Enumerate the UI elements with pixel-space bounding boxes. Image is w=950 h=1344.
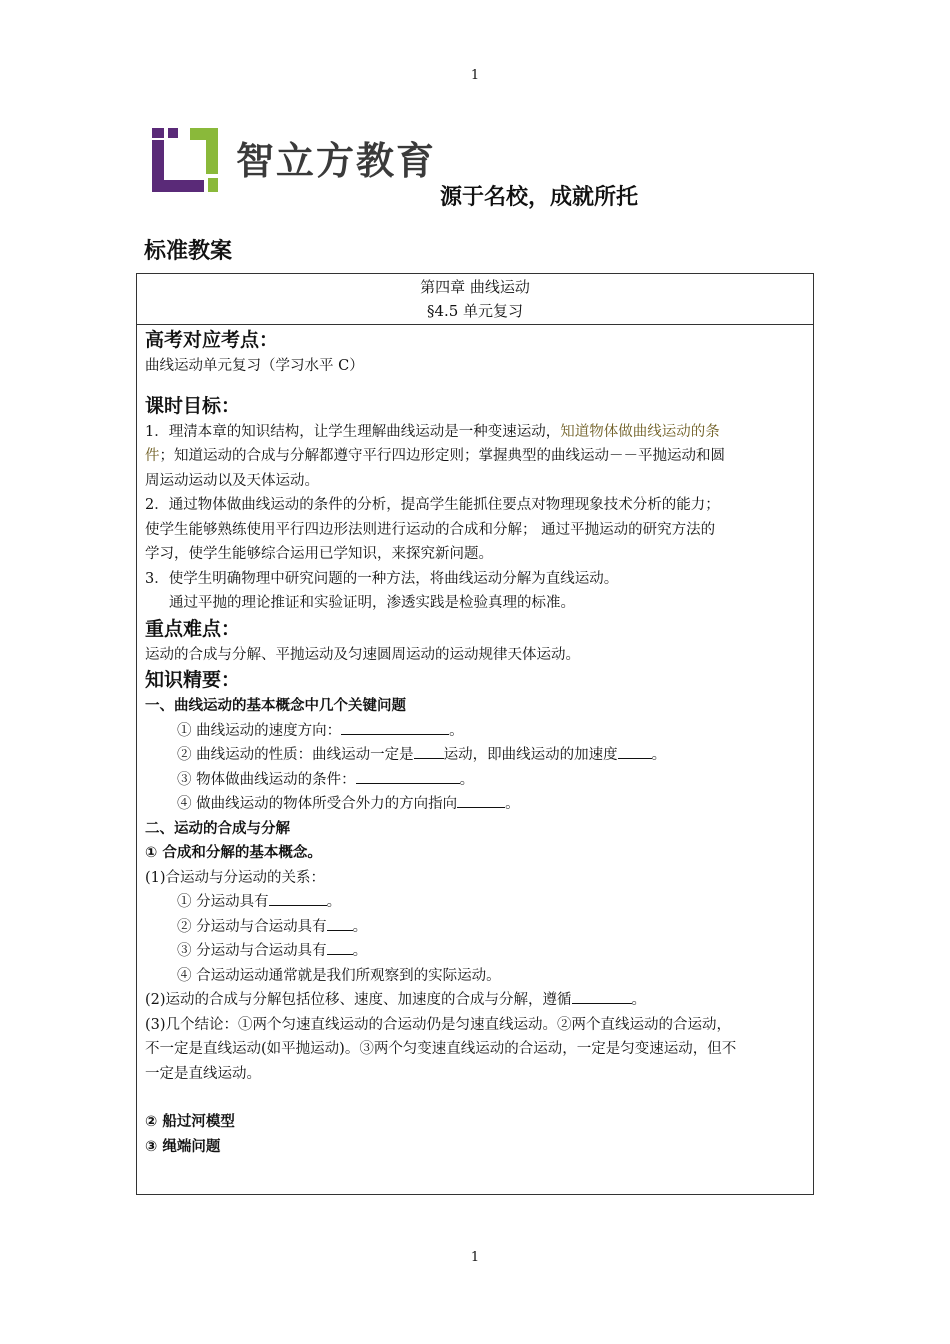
key-points-text: 运动的合成与分解、平抛运动及匀速圆周运动的运动规律天体运动。 — [145, 646, 580, 663]
plan-title: 标准教案 — [144, 239, 233, 264]
fill-blank — [356, 768, 460, 784]
page-number-bottom: 1 — [470, 1250, 480, 1265]
fill-blank — [269, 890, 327, 906]
objective-item-3: 3．使学生明确物理中研究问题的一种方法，将曲线运动分解为直线运动。 — [145, 570, 619, 587]
paragraph-3: (3)几个结论：①两个匀速直线运动的合运动仍是匀速直线运动。②两个直线运动的合运动， — [145, 1016, 732, 1033]
objective-item-2: 2．通过物体做曲线运动的条件的分析，提高学生能抓住要点对物理现象技术分析的能力； — [145, 497, 720, 513]
part1-item-4: ④ 做曲线运动的物体所受合外力的方向指向 。 — [145, 792, 806, 817]
exam-points-heading: 高考对应考点： — [145, 329, 279, 351]
part1-item-2: ② 曲线运动的性质：曲线运动一定是 运动，即曲线运动的加速度 。 — [145, 743, 806, 768]
slogan: 源于名校，成就所托 — [440, 185, 639, 210]
section-title: §4.5 单元复习 — [426, 302, 524, 320]
part1-title: 一、曲线运动的基本概念中几个关键问题 — [145, 698, 406, 714]
lesson-content — [137, 325, 813, 1159]
relation-item-4: ④ 合运动运动通常就是我们所观察到的实际运动。 — [177, 967, 501, 984]
paragraph-3-end: 一定是直线运动。 — [145, 1065, 261, 1082]
chapter-title: 第四章 曲线运动 — [420, 278, 530, 296]
fill-blank — [327, 915, 353, 931]
fill-blank — [414, 743, 444, 759]
fill-blank — [618, 743, 652, 759]
objective-item-1: 1．理清本章的知识结构，让学生理解曲线运动是一种变速运动，知道物体做曲线运动的条 — [145, 423, 720, 440]
relation-item-2: ② 分运动与合运动具有 。 — [145, 915, 806, 940]
relation-item-1: ① 分运动具有 。 — [145, 890, 806, 915]
paragraph-2: (2)运动的合成与分解包括位移、速度、加速度的合成与分解，遵循 。 — [145, 988, 806, 1013]
lesson-header — [137, 274, 813, 325]
objective-item-2-cont: 使学生能够熟练使用平行四边形法则进行运动的合成和分解； 通过平抛运动的研究方法的 — [145, 521, 716, 538]
fill-blank — [572, 988, 632, 1004]
relation-heading: (1)合运动与分运动的关系： — [145, 869, 326, 886]
exam-points-text: 曲线运动单元复习（学习水平 C） — [145, 358, 364, 374]
part2-sub-1: ① 合成和分解的基本概念。 — [145, 845, 322, 861]
objective-item-2-end: 学习，使学生能够综合运用已学知识，来探究新问题。 — [145, 546, 493, 562]
page-number-top: 1 — [470, 68, 480, 83]
part2-sub-2: ② 船过河模型 — [145, 1114, 235, 1130]
fill-blank — [327, 939, 353, 955]
objective-item-3-extra: 通过平抛的理论推证和实验证明，渗透实践是检验真理的标准。 — [169, 595, 575, 611]
part2-sub-3: ③ 绳端问题 — [145, 1138, 221, 1155]
fill-blank — [341, 719, 449, 735]
logo-icon — [148, 126, 220, 202]
part1-item-1: ① 曲线运动的速度方向： 。 — [145, 719, 806, 744]
objective-item-1-end: 周运动运动以及天体运动。 — [145, 472, 319, 489]
paragraph-3-cont: 不一定是直线运动(如平抛运动)。③两个匀变速直线运动的合运动，一定是匀变速运动，但不 — [145, 1041, 737, 1057]
relation-item-3: ③ 分运动与合运动具有 。 — [145, 939, 806, 964]
lesson-table — [136, 273, 814, 1195]
fill-blank — [457, 792, 505, 808]
objectives-heading: 课时目标： — [145, 394, 241, 417]
brand-name: 智立方教育 — [236, 139, 437, 183]
key-points-heading: 重点难点： — [145, 617, 241, 640]
knowledge-heading: 知识精要： — [145, 669, 241, 691]
part2-title: 二、运动的合成与分解 — [145, 820, 290, 837]
objective-item-1-cont: 件；知道运动的合成与分解都遵守平行四边形定则；掌握典型的曲线运动－－平抛运动和圆 — [145, 448, 725, 464]
part1-item-3: ③ 物体做曲线运动的条件： 。 — [145, 768, 806, 793]
